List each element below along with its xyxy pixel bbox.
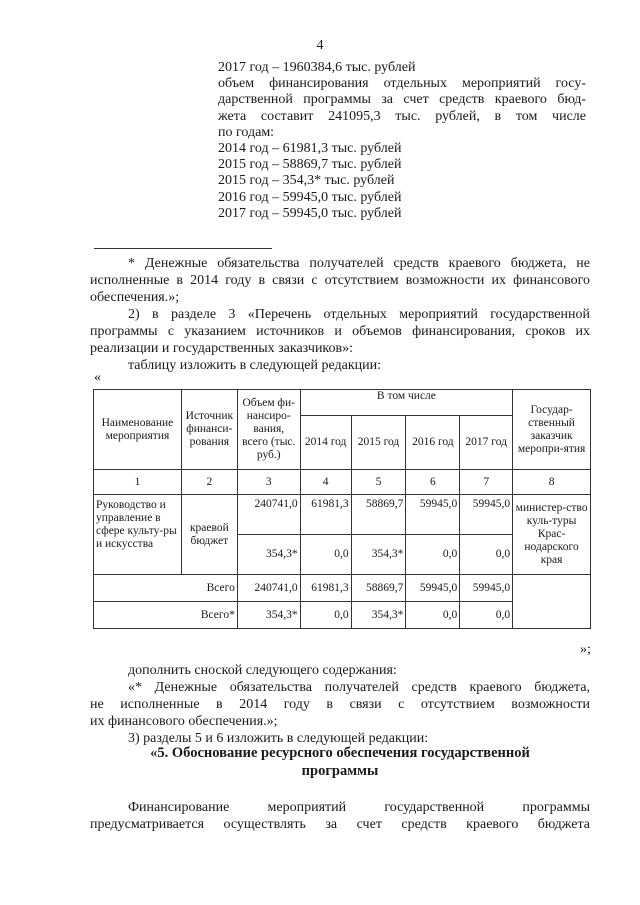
heading-line: программы	[301, 763, 379, 779]
column-number: 3	[237, 470, 300, 495]
financing-year-line: 2017 год – 59945,0 тыс. рублей	[218, 205, 402, 221]
table-cell: 354,3*	[237, 535, 300, 575]
add-footnote-line: дополнить сноской следующего содержания:	[128, 663, 397, 678]
column-number: 6	[406, 470, 460, 495]
column-number: 5	[351, 470, 406, 495]
table-quote-open: «	[94, 370, 101, 385]
table-cell: 0,0	[406, 535, 460, 575]
total-star-label: Всего*	[94, 602, 238, 629]
header-year-2016: 2016 год	[406, 416, 460, 470]
table-cell: 354,3*	[351, 535, 406, 575]
total-customer-empty	[513, 575, 591, 629]
financing-para-line: объем финансирования отдельных мероприятий госу-	[218, 76, 586, 92]
item-2-paragraph	[90, 306, 590, 374]
item-3-line: 3) разделы 5 и 6 изложить в следующей редакции:	[128, 731, 429, 746]
footnote-divider	[94, 248, 272, 249]
table-cell: 240741,0	[237, 495, 300, 535]
table-cell: 61981,3	[300, 495, 351, 535]
header-source: Источник финанси-рования	[181, 390, 237, 470]
row-source: краевой бюджет	[181, 495, 237, 575]
table-cell: 354,3*	[237, 602, 300, 629]
financing-para-line: по годам:	[218, 124, 275, 140]
section-5-heading	[90, 744, 590, 780]
footnote-line: исполненные в 2014 году в связи с отсутствием возможности их финансового	[90, 273, 590, 288]
financing-year-line: 2016 год – 59945,0 тыс. рублей	[218, 189, 402, 205]
table-cell: 0,0	[300, 602, 351, 629]
header-year-2014: 2014 год	[300, 416, 351, 470]
table-cell: 0,0	[406, 602, 460, 629]
row-customer: министер-ство куль-туры Крас-нодарского края	[513, 495, 591, 575]
column-number: 2	[181, 470, 237, 495]
table-cell: 61981,3	[300, 575, 351, 602]
table-cell: 59945,0	[406, 575, 460, 602]
add-footnote-line: не исполненные в 2014 году в связи с отсутствием возможности	[90, 697, 590, 712]
table-cell: 59945,0	[406, 495, 460, 535]
financing-para-line: жета составит 241095,3 тыс. рублей, в том числе	[218, 108, 586, 124]
header-year-2015: 2015 год	[351, 416, 406, 470]
final-line: Финансирование мероприятий государственной программы	[128, 800, 590, 815]
header-name: Наименование мероприятия	[94, 390, 182, 470]
table-cell: 240741,0	[237, 575, 300, 602]
table-cell: 58869,7	[351, 495, 406, 535]
column-number: 1	[94, 470, 182, 495]
row-event-name: Руководство и управление в сфере культу-ры и искусства	[94, 495, 182, 575]
header-volume: Объем фи-нансиро-вания, всего (тыс. руб.)	[237, 390, 300, 470]
financing-year-line: 2014 год – 61981,3 тыс. рублей	[218, 141, 402, 157]
total-label: Всего	[94, 575, 238, 602]
table-cell: 0,0	[460, 602, 513, 629]
footnote-line: обеспечения.»;	[90, 290, 180, 305]
item-2-line: реализации и государственных заказчиков»:	[90, 341, 354, 356]
financing-2017-total: 2017 год – 1960384,6 тыс. рублей	[218, 60, 416, 75]
table-cell: 58869,7	[351, 575, 406, 602]
financing-year-line: 2015 год – 354,3* тыс. рублей	[218, 173, 395, 189]
financing-para-line: дарственной программы за счет средств краевого бюд-	[218, 92, 586, 108]
header-year-2017: 2017 год	[460, 416, 513, 470]
header-including: В том числе	[300, 390, 512, 416]
item-2-line: 2) в разделе 3 «Перечень отдельных мероприятий государственной	[128, 307, 590, 322]
heading-line: «5. Обоснование ресурсного обеспечения государственной	[150, 745, 530, 761]
financing-year-line: 2015 год – 58869,7 тыс. рублей	[218, 157, 402, 173]
resource-table	[93, 389, 591, 629]
table-cell: 59945,0	[460, 575, 513, 602]
table-cell: 0,0	[460, 535, 513, 575]
column-number: 4	[300, 470, 351, 495]
item-2-line: программы с указанием источников и объемов финансирования, сроков их	[90, 324, 590, 339]
page-number: 4	[316, 38, 324, 53]
add-footnote-line: «* Денежные обязательства получателей средств краевого бюджета,	[128, 680, 590, 695]
column-number: 7	[460, 470, 513, 495]
final-line: предусматривается осуществлять за счет средств краевого бюджета	[90, 817, 590, 832]
header-customer: Государ-ственный заказчик меропри-ятия	[513, 390, 591, 470]
footnote-line: * Денежные обязательства получателей средств краевого бюджета, не	[128, 256, 590, 271]
table-cell: 0,0	[300, 535, 351, 575]
table-cell: 354,3*	[351, 602, 406, 629]
add-footnote-line: их финансового обеспечения.»;	[90, 714, 278, 729]
item-2-line: таблицу изложить в следующей редакции:	[128, 358, 382, 373]
column-number: 8	[513, 470, 591, 495]
table-quote-close: »;	[580, 642, 591, 657]
final-paragraph	[90, 799, 590, 833]
footnote	[90, 255, 590, 306]
table-cell: 59945,0	[460, 495, 513, 535]
financing-block	[218, 60, 586, 222]
add-footnote-paragraph	[90, 662, 590, 730]
